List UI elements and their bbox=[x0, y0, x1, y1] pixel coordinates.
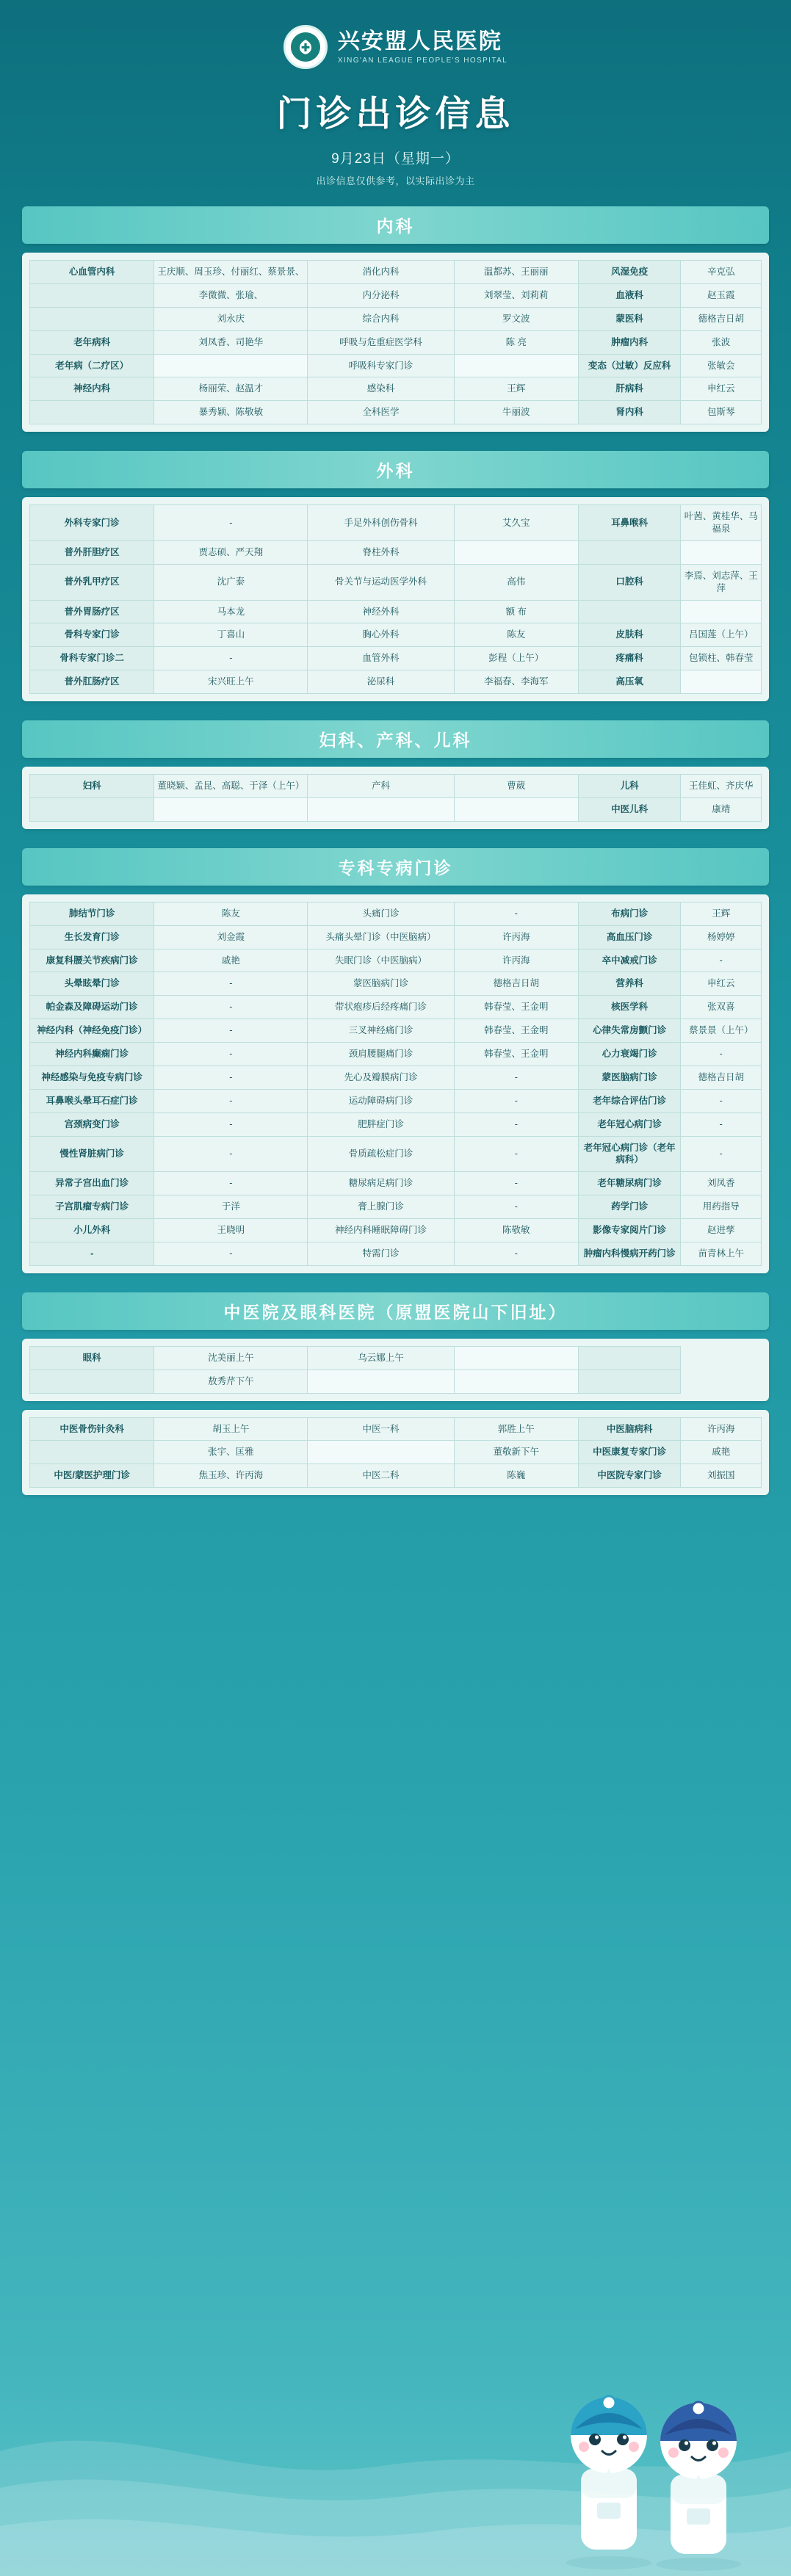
doctor-cell: 申红云 bbox=[681, 377, 762, 401]
table-row bbox=[30, 401, 762, 424]
department-cell: 中医康复专家门诊 bbox=[578, 1441, 680, 1464]
section-title: 专科专病门诊 bbox=[22, 848, 769, 886]
department-cell: 营养科 bbox=[578, 972, 680, 996]
doctor-cell: - bbox=[154, 1066, 308, 1089]
table-row bbox=[30, 307, 762, 330]
table-row bbox=[30, 564, 762, 600]
department-cell: 综合内科 bbox=[308, 307, 454, 330]
table-row bbox=[30, 505, 762, 541]
department-cell: 神经内科睡眠障碍门诊 bbox=[308, 1219, 454, 1242]
doctor-cell: - bbox=[154, 972, 308, 996]
department-cell: 运动障碍病门诊 bbox=[308, 1089, 454, 1112]
doctor-cell: 郭胜上午 bbox=[454, 1417, 578, 1441]
table-row bbox=[30, 1370, 762, 1393]
table-row bbox=[30, 1242, 762, 1265]
department-cell: 儿科 bbox=[578, 775, 680, 798]
section-title: 外科 bbox=[22, 451, 769, 488]
doctor-cell: 马本龙 bbox=[154, 600, 308, 623]
department-cell: 帕金森及障碍运动门诊 bbox=[30, 996, 154, 1019]
department-cell: 蒙医科 bbox=[578, 307, 680, 330]
doctor-cell: 王庆顺、周玉珍、付丽红、蔡景景、 bbox=[154, 261, 308, 284]
department-cell: 眼科 bbox=[30, 1346, 154, 1370]
table-row bbox=[30, 647, 762, 670]
department-cell bbox=[30, 1441, 154, 1464]
department-cell: 呼吸与危重症医学科 bbox=[308, 330, 454, 354]
doctor-cell: - bbox=[681, 949, 762, 972]
doctor-cell: 于洋 bbox=[154, 1195, 308, 1219]
doctor-cell: - bbox=[454, 1066, 578, 1089]
doctor-cell: 辛克弘 bbox=[681, 261, 762, 284]
department-cell bbox=[308, 1441, 454, 1464]
table-row bbox=[30, 996, 762, 1019]
department-cell: 药学门诊 bbox=[578, 1195, 680, 1219]
department-cell: 肿瘤内科慢病开药门诊 bbox=[578, 1242, 680, 1265]
doctor-cell: 王佳虹、齐庆华 bbox=[681, 775, 762, 798]
table-row bbox=[30, 1464, 762, 1488]
doctor-cell: 王辉 bbox=[681, 902, 762, 925]
doctor-cell: 杨婷婷 bbox=[681, 925, 762, 949]
doctor-cell: 许丙海 bbox=[454, 925, 578, 949]
department-cell: 核医学科 bbox=[578, 996, 680, 1019]
doctor-cell bbox=[154, 354, 308, 377]
table-row bbox=[30, 377, 762, 401]
doctor-cell: 刘永庆 bbox=[154, 307, 308, 330]
hospital-logo-icon bbox=[283, 25, 328, 69]
section-neike bbox=[22, 206, 769, 432]
doctor-cell: 曹葳 bbox=[454, 775, 578, 798]
doctor-cell: 暴秀颖、陈敬敏 bbox=[154, 401, 308, 424]
department-cell: 心血管内科 bbox=[30, 261, 154, 284]
department-cell: 颈肩腰腿痛门诊 bbox=[308, 1043, 454, 1066]
department-cell: 中医院专家门诊 bbox=[578, 1464, 680, 1488]
department-cell: 骨质疏松症门诊 bbox=[308, 1136, 454, 1172]
doctor-cell: 德格吉日胡 bbox=[681, 1066, 762, 1089]
doctor-cell: - bbox=[681, 1089, 762, 1112]
department-cell: 头痛头晕门诊（中医脑病） bbox=[308, 925, 454, 949]
doctor-cell: 刘金霞 bbox=[154, 925, 308, 949]
table-row bbox=[30, 925, 762, 949]
table-row bbox=[30, 1219, 762, 1242]
doctor-cell: 艾久宝 bbox=[454, 505, 578, 541]
table-row bbox=[30, 540, 762, 564]
department-cell: 外科专家门诊 bbox=[30, 505, 154, 541]
department-cell: 头痛门诊 bbox=[308, 902, 454, 925]
schedule-table bbox=[29, 260, 762, 424]
section-card bbox=[22, 253, 769, 432]
department-cell: 消化内科 bbox=[308, 261, 454, 284]
schedule-table bbox=[29, 1417, 762, 1488]
doctor-cell: 敖秀芹下午 bbox=[154, 1370, 308, 1393]
doctor-cell: 蔡景景（上午） bbox=[681, 1019, 762, 1043]
doctor-cell: - bbox=[454, 1136, 578, 1172]
department-cell: 宫颈病变门诊 bbox=[30, 1112, 154, 1136]
table-row bbox=[30, 1172, 762, 1195]
table-row bbox=[30, 1346, 762, 1370]
section-title: 妇科、产科、儿科 bbox=[22, 720, 769, 758]
doctor-cell: 陈友 bbox=[454, 623, 578, 647]
department-cell: 普外肛肠疗区 bbox=[30, 670, 154, 694]
doctor-cell: - bbox=[154, 1043, 308, 1066]
doctor-cell: 彭程（上午） bbox=[454, 647, 578, 670]
department-cell: 妇科 bbox=[30, 775, 154, 798]
department-cell: 失眠门诊（中医脑病） bbox=[308, 949, 454, 972]
logo-inner-shape bbox=[291, 32, 320, 62]
doctor-cell bbox=[454, 354, 578, 377]
doctor-cell: 董敬新下午 bbox=[454, 1441, 578, 1464]
table-row bbox=[30, 1441, 762, 1464]
doctor-cell: - bbox=[154, 647, 308, 670]
table-row bbox=[30, 949, 762, 972]
department-cell: 风湿免疫 bbox=[578, 261, 680, 284]
table-row bbox=[30, 330, 762, 354]
doctor-cell: 温都苏、王丽丽 bbox=[454, 261, 578, 284]
department-cell: 生长发育门诊 bbox=[30, 925, 154, 949]
doctor-cell: - bbox=[454, 1172, 578, 1195]
department-cell: 肥胖症门诊 bbox=[308, 1112, 454, 1136]
department-cell: 膏上腺门诊 bbox=[308, 1195, 454, 1219]
doctor-cell: 张敏会 bbox=[681, 354, 762, 377]
doctor-cell: 张波 bbox=[681, 330, 762, 354]
doctor-cell: 张宇、匡雅 bbox=[154, 1441, 308, 1464]
department-cell bbox=[30, 307, 154, 330]
department-cell bbox=[578, 600, 680, 623]
date-label: 9月23日（星期一） bbox=[331, 151, 460, 167]
department-cell bbox=[30, 401, 154, 424]
section-card bbox=[22, 1339, 769, 1401]
section-title: 内科 bbox=[22, 206, 769, 244]
department-cell: 老年病（二疗区） bbox=[30, 354, 154, 377]
department-cell: 头晕眩晕门诊 bbox=[30, 972, 154, 996]
doctor-cell: 李福春、李海军 bbox=[454, 670, 578, 694]
page-title: 门诊出诊信息 bbox=[276, 95, 515, 134]
doctor-cell bbox=[454, 540, 578, 564]
department-cell: 乌云娜上午 bbox=[308, 1346, 454, 1370]
doctor-cell: 沈广泰 bbox=[154, 564, 308, 600]
department-cell: 神经外科 bbox=[308, 600, 454, 623]
table-row bbox=[30, 1112, 762, 1136]
department-cell: 肝病科 bbox=[578, 377, 680, 401]
department-cell: 全科医学 bbox=[308, 401, 454, 424]
schedule-table bbox=[29, 774, 762, 822]
department-cell: 骨科专家门诊 bbox=[30, 623, 154, 647]
department-cell: 特需门诊 bbox=[308, 1242, 454, 1265]
doctor-cell: - bbox=[154, 1242, 308, 1265]
doctor-cell: 刘凤香 bbox=[681, 1172, 762, 1195]
doctor-cell: 戚艳 bbox=[681, 1441, 762, 1464]
table-row bbox=[30, 797, 762, 821]
department-cell: 脊柱外科 bbox=[308, 540, 454, 564]
department-cell: 神经内科 bbox=[30, 377, 154, 401]
department-cell: 产科 bbox=[308, 775, 454, 798]
doctor-cell bbox=[454, 1346, 578, 1370]
department-cell: 中医儿科 bbox=[578, 797, 680, 821]
table-row bbox=[30, 261, 762, 284]
doctor-cell: 苗青林上午 bbox=[681, 1242, 762, 1265]
table-row bbox=[30, 1019, 762, 1043]
table-row bbox=[30, 283, 762, 307]
department-cell: 内分泌科 bbox=[308, 283, 454, 307]
table-row bbox=[30, 600, 762, 623]
table-row bbox=[30, 1043, 762, 1066]
table-row bbox=[30, 670, 762, 694]
doctor-cell: 董晓颖、孟昆、高聪、于泽（上午） bbox=[154, 775, 308, 798]
department-cell: 肿瘤内科 bbox=[578, 330, 680, 354]
doctor-cell bbox=[454, 797, 578, 821]
department-cell: 神经内科（神经免疫门诊） bbox=[30, 1019, 154, 1043]
doctor-cell: - bbox=[454, 1195, 578, 1219]
doctor-cell: 康靖 bbox=[681, 797, 762, 821]
doctor-cell: - bbox=[154, 996, 308, 1019]
department-cell: 肾内科 bbox=[578, 401, 680, 424]
table-row bbox=[30, 354, 762, 377]
doctor-cell: 牛丽波 bbox=[454, 401, 578, 424]
department-cell bbox=[30, 283, 154, 307]
doctor-cell: 德格吉日胡 bbox=[681, 307, 762, 330]
doctor-cell: 杨丽荣、赵温才 bbox=[154, 377, 308, 401]
section-card bbox=[22, 1410, 769, 1496]
department-cell: 康复科腰关节疾病门诊 bbox=[30, 949, 154, 972]
department-cell: 肺结节门诊 bbox=[30, 902, 154, 925]
department-cell: 普外乳甲疗区 bbox=[30, 564, 154, 600]
hospital-branding bbox=[0, 25, 791, 69]
department-cell: 布病门诊 bbox=[578, 902, 680, 925]
table-row bbox=[30, 1066, 762, 1089]
doctor-cell: 德格吉日胡 bbox=[454, 972, 578, 996]
section-zhuanke bbox=[22, 848, 769, 1273]
department-cell: 普外肝胆疗区 bbox=[30, 540, 154, 564]
department-cell bbox=[578, 1370, 680, 1393]
doctor-cell: 韩春莹、王金明 bbox=[454, 996, 578, 1019]
department-cell: 卒中减戒门诊 bbox=[578, 949, 680, 972]
doctor-cell: 沈美丽上午 bbox=[154, 1346, 308, 1370]
department-cell: 先心及瓣膜病门诊 bbox=[308, 1066, 454, 1089]
table-row bbox=[30, 1417, 762, 1441]
department-cell: 疼痛科 bbox=[578, 647, 680, 670]
doctor-cell: 李微微、张瑜、 bbox=[154, 283, 308, 307]
department-cell: 耳鼻喉头晕耳石症门诊 bbox=[30, 1089, 154, 1112]
doctor-cell: 高伟 bbox=[454, 564, 578, 600]
department-cell: 老年冠心病门诊 bbox=[578, 1112, 680, 1136]
section-card bbox=[22, 767, 769, 829]
doctor-cell: 韩春莹、王金明 bbox=[454, 1043, 578, 1066]
department-cell: 影像专家阅片门诊 bbox=[578, 1219, 680, 1242]
section-title: 中医院及眼科医院（原盟医院山下旧址） bbox=[22, 1292, 769, 1330]
department-cell: 耳鼻喉科 bbox=[578, 505, 680, 541]
table-row bbox=[30, 623, 762, 647]
doctor-cell: 额 布 bbox=[454, 600, 578, 623]
doctor-cell: 陈友 bbox=[154, 902, 308, 925]
doctor-cell bbox=[681, 670, 762, 694]
department-cell: 皮肤科 bbox=[578, 623, 680, 647]
schedule-table bbox=[29, 504, 762, 694]
department-cell bbox=[308, 1370, 454, 1393]
department-cell: 蒙医脑病门诊 bbox=[308, 972, 454, 996]
department-cell: 中医骨伤针灸科 bbox=[30, 1417, 154, 1441]
department-cell: 血液科 bbox=[578, 283, 680, 307]
doctor-cell: 王辉 bbox=[454, 377, 578, 401]
department-cell: 普外胃肠疗区 bbox=[30, 600, 154, 623]
department-cell: 变态（过敏）反应科 bbox=[578, 354, 680, 377]
doctor-cell: 赵玉霞 bbox=[681, 283, 762, 307]
department-cell: 老年冠心病门诊（老年病科） bbox=[578, 1136, 680, 1172]
doctor-cell: 许丙海 bbox=[454, 949, 578, 972]
doctor-cell: 张双喜 bbox=[681, 996, 762, 1019]
table-row bbox=[30, 1089, 762, 1112]
department-cell: 异常子宫出血门诊 bbox=[30, 1172, 154, 1195]
department-cell: 老年病科 bbox=[30, 330, 154, 354]
doctor-cell: - bbox=[154, 1019, 308, 1043]
department-cell: 中医一科 bbox=[308, 1417, 454, 1441]
department-cell bbox=[30, 797, 154, 821]
doctor-cell: - bbox=[681, 1136, 762, 1172]
doctor-cell: 刘翠莹、刘莉莉 bbox=[454, 283, 578, 307]
table-row bbox=[30, 1195, 762, 1219]
doctor-cell: - bbox=[154, 1136, 308, 1172]
schedule-table bbox=[29, 1346, 762, 1394]
section-zhongyi bbox=[22, 1292, 769, 1495]
department-cell: 口腔科 bbox=[578, 564, 680, 600]
doctor-cell: 戚艳 bbox=[154, 949, 308, 972]
doctor-cell bbox=[154, 797, 308, 821]
doctor-cell: 包锁柱、韩春莹 bbox=[681, 647, 762, 670]
doctor-cell bbox=[681, 600, 762, 623]
table-row bbox=[30, 902, 762, 925]
doctor-cell: - bbox=[154, 505, 308, 541]
doctor-cell: 丁喜山 bbox=[154, 623, 308, 647]
doctor-cell: 申红云 bbox=[681, 972, 762, 996]
doctor-cell: 刘振国 bbox=[681, 1464, 762, 1488]
department-cell: 老年综合评估门诊 bbox=[578, 1089, 680, 1112]
doctor-cell bbox=[681, 540, 762, 564]
department-cell: 带状疱疹后经疼痛门诊 bbox=[308, 996, 454, 1019]
department-cell: 老年糖尿病门诊 bbox=[578, 1172, 680, 1195]
department-cell: 感染科 bbox=[308, 377, 454, 401]
page-header bbox=[0, 0, 791, 187]
department-cell: - bbox=[30, 1242, 154, 1265]
hospital-name: 兴安盟人民医院 bbox=[337, 29, 502, 54]
table-row bbox=[30, 972, 762, 996]
department-cell: 手足外科创伤骨科 bbox=[308, 505, 454, 541]
department-cell: 三叉神经痛门诊 bbox=[308, 1019, 454, 1043]
section-card bbox=[22, 894, 769, 1273]
doctor-cell: - bbox=[454, 1089, 578, 1112]
table-row bbox=[30, 775, 762, 798]
schedule-table bbox=[29, 902, 762, 1266]
doctor-cell: 叶茜、黄桂华、马福泉 bbox=[681, 505, 762, 541]
doctor-cell: 许丙海 bbox=[681, 1417, 762, 1441]
department-cell: 神经感染与免疫专病门诊 bbox=[30, 1066, 154, 1089]
doctor-cell bbox=[454, 1370, 578, 1393]
hospital-name-en: XING'AN LEAGUE PEOPLE'S HOSPITAL bbox=[337, 57, 508, 65]
doctor-cell: 陈巍 bbox=[454, 1464, 578, 1488]
department-cell: 小儿外科 bbox=[30, 1219, 154, 1242]
doctor-cell: 宋兴旺上午 bbox=[154, 670, 308, 694]
doctor-cell: 李焉、刘志萍、王萍 bbox=[681, 564, 762, 600]
department-cell: 神经内科癫痫门诊 bbox=[30, 1043, 154, 1066]
department-cell: 慢性肾脏病门诊 bbox=[30, 1136, 154, 1172]
doctor-cell: - bbox=[454, 902, 578, 925]
doctor-cell: 赵进孳 bbox=[681, 1219, 762, 1242]
department-cell: 胸心外科 bbox=[308, 623, 454, 647]
department-cell: 心力衰竭门诊 bbox=[578, 1043, 680, 1066]
doctor-cell: - bbox=[454, 1112, 578, 1136]
department-cell bbox=[578, 540, 680, 564]
doctor-cell: 罗文波 bbox=[454, 307, 578, 330]
department-cell: 中医/蒙医护理门诊 bbox=[30, 1464, 154, 1488]
section-card bbox=[22, 497, 769, 701]
department-cell bbox=[578, 1346, 680, 1370]
table-row bbox=[30, 1136, 762, 1172]
department-cell bbox=[308, 797, 454, 821]
doctor-cell: - bbox=[154, 1089, 308, 1112]
department-cell: 蒙医脑病门诊 bbox=[578, 1066, 680, 1089]
section-fuerke bbox=[22, 720, 769, 829]
doctor-cell: 包斯琴 bbox=[681, 401, 762, 424]
doctor-cell: 韩春莹、王金明 bbox=[454, 1019, 578, 1043]
doctor-cell: 焦玉珍、许丙海 bbox=[154, 1464, 308, 1488]
doctor-cell: 用药指导 bbox=[681, 1195, 762, 1219]
department-cell: 骨科专家门诊二 bbox=[30, 647, 154, 670]
department-cell: 泌尿科 bbox=[308, 670, 454, 694]
department-cell: 中医脑病科 bbox=[578, 1417, 680, 1441]
doctor-cell: - bbox=[681, 1112, 762, 1136]
note-label: 出诊信息仅供参考，以实际出诊为主 bbox=[316, 176, 475, 187]
sections-host bbox=[0, 206, 791, 1495]
department-cell: 心律失常房颤门诊 bbox=[578, 1019, 680, 1043]
department-cell: 糖尿病足病门诊 bbox=[308, 1172, 454, 1195]
department-cell bbox=[30, 1370, 154, 1393]
doctor-cell: - bbox=[454, 1242, 578, 1265]
section-waike bbox=[22, 451, 769, 701]
doctor-cell: 刘凤香、司艳华 bbox=[154, 330, 308, 354]
mascot-illustration bbox=[527, 2359, 769, 2572]
department-cell: 高血压门诊 bbox=[578, 925, 680, 949]
department-cell: 高压氧 bbox=[578, 670, 680, 694]
doctor-cell: - bbox=[681, 1043, 762, 1066]
doctor-cell: 陈 亮 bbox=[454, 330, 578, 354]
doctor-cell: 吕国莲（上午） bbox=[681, 623, 762, 647]
doctor-cell: - bbox=[154, 1172, 308, 1195]
department-cell: 中医二科 bbox=[308, 1464, 454, 1488]
doctor-cell: 胡玉上午 bbox=[154, 1417, 308, 1441]
department-cell: 呼吸科专家门诊 bbox=[308, 354, 454, 377]
doctor-cell: 王晓明 bbox=[154, 1219, 308, 1242]
doctor-cell: 贾志硕、严天翔 bbox=[154, 540, 308, 564]
department-cell: 子宫肌瘤专病门诊 bbox=[30, 1195, 154, 1219]
department-cell: 骨关节与运动医学外科 bbox=[308, 564, 454, 600]
department-cell: 血管外科 bbox=[308, 647, 454, 670]
doctor-cell: 陈敬敏 bbox=[454, 1219, 578, 1242]
doctor-cell: - bbox=[154, 1112, 308, 1136]
